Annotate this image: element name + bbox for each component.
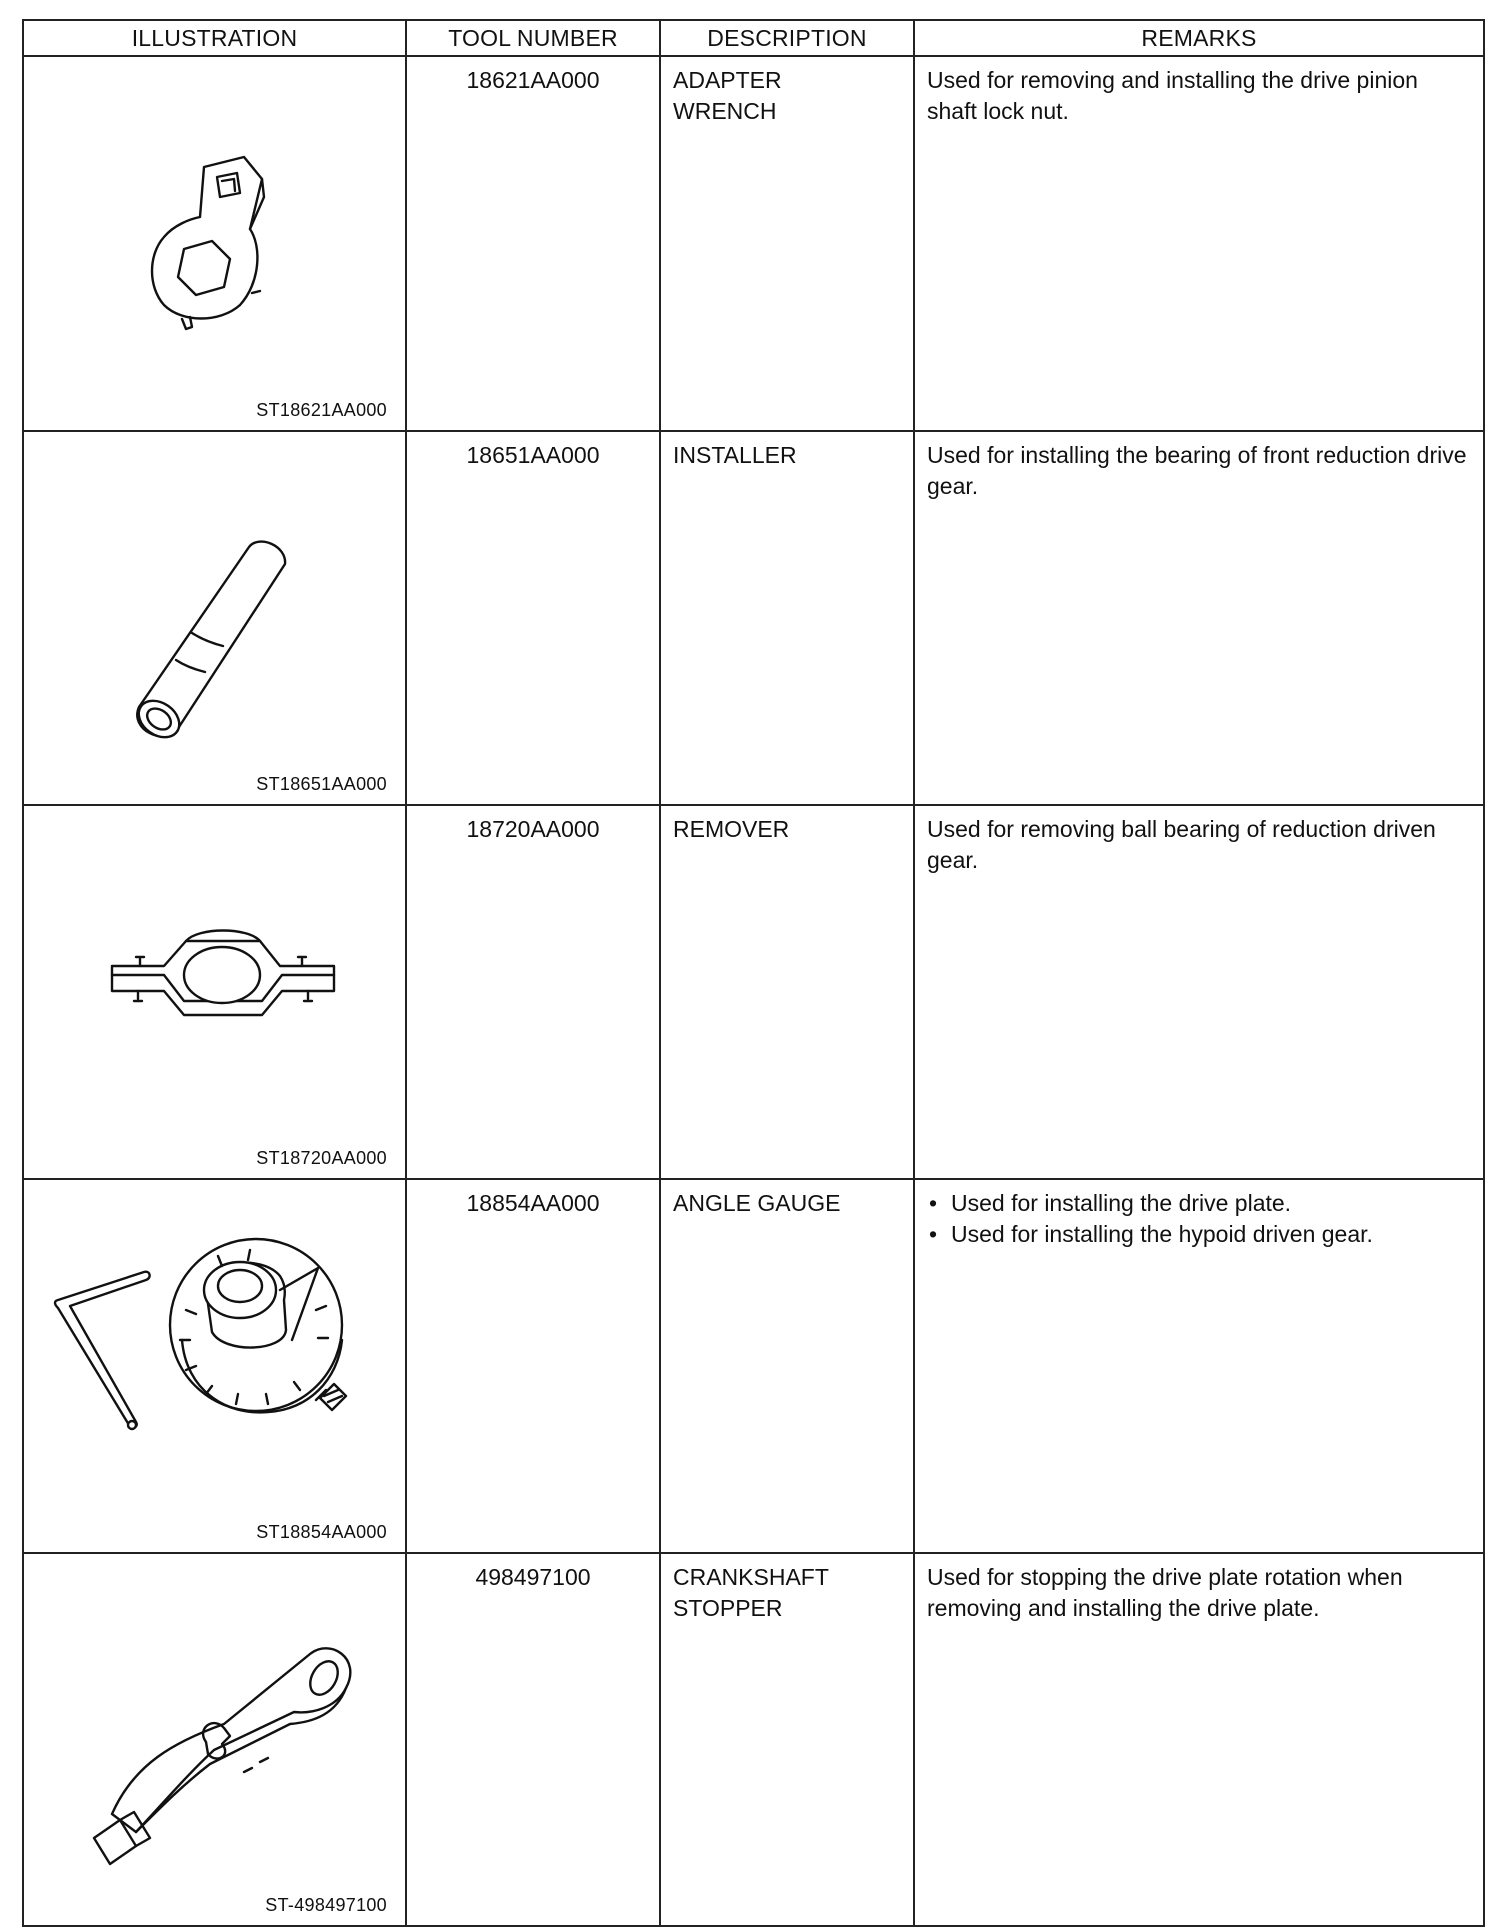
remarks xyxy=(914,805,1484,1179)
description xyxy=(660,431,914,805)
tool-number: 18651AA000 xyxy=(406,431,660,805)
description-text: ADAPTER WRENCH xyxy=(673,67,782,124)
table-row xyxy=(23,431,1484,805)
remark-text: Used for installing the bearing of front reduction drive gear. xyxy=(927,442,1467,499)
remover-icon xyxy=(102,911,342,1041)
table-row xyxy=(23,1553,1484,1926)
crankshaft-stopper-icon xyxy=(74,1624,374,1884)
header-description: DESCRIPTION xyxy=(660,20,914,56)
illustration-cell xyxy=(23,56,406,431)
table-row xyxy=(23,805,1484,1179)
description xyxy=(660,805,914,1179)
table-row xyxy=(23,56,1484,431)
illustration-cell xyxy=(23,431,406,805)
table-row xyxy=(23,1179,1484,1553)
description-text: ANGLE GAUGE xyxy=(673,1190,841,1216)
illustration-cell xyxy=(23,1179,406,1553)
illustration-cell xyxy=(23,805,406,1179)
tool-number: 18621AA000 xyxy=(406,56,660,431)
illustration-caption: ST18651AA000 xyxy=(256,774,387,794)
header-tool-number: TOOL NUMBER xyxy=(406,20,660,56)
tool-number: 498497100 xyxy=(406,1553,660,1926)
tool-number: 18720AA000 xyxy=(406,805,660,1179)
list-item: • Used for installing the drive plate. xyxy=(951,1188,1471,1219)
description-text: INSTALLER xyxy=(673,442,797,468)
remarks xyxy=(914,431,1484,805)
remarks-list xyxy=(927,1188,1471,1250)
remarks xyxy=(914,56,1484,431)
angle-gauge-icon xyxy=(36,1220,396,1470)
illustration-cell xyxy=(23,1553,406,1926)
list-item: • Used for installing the hypoid driven gear. xyxy=(951,1219,1471,1250)
header-remarks: REMARKS xyxy=(914,20,1484,56)
remark-text: Used for removing and installing the drive pinion shaft lock nut. xyxy=(927,67,1418,124)
tool-number: 18854AA000 xyxy=(406,1179,660,1553)
description xyxy=(660,56,914,431)
illustration-caption: ST18854AA000 xyxy=(256,1522,387,1542)
header-row xyxy=(23,20,1484,56)
illustration-caption: ST-498497100 xyxy=(265,1895,387,1915)
description xyxy=(660,1179,914,1553)
header-illustration: ILLUSTRATION xyxy=(23,20,406,56)
installer-icon xyxy=(119,532,319,762)
remark-text: Used for removing ball bearing of reduction driven gear. xyxy=(927,816,1436,873)
remarks xyxy=(914,1179,1484,1553)
illustration-caption: ST18621AA000 xyxy=(256,400,387,420)
adapter-wrench-icon xyxy=(134,137,334,357)
remark-text: Used for stopping the drive plate rotation when removing and installing the drive plate. xyxy=(927,1564,1403,1621)
description-text: CRANKSHAFT STOPPER xyxy=(673,1564,829,1621)
description-text: REMOVER xyxy=(673,816,790,842)
remarks xyxy=(914,1553,1484,1926)
illustration-caption: ST18720AA000 xyxy=(256,1148,387,1168)
special-tools-table xyxy=(22,19,1485,1927)
description xyxy=(660,1553,914,1926)
